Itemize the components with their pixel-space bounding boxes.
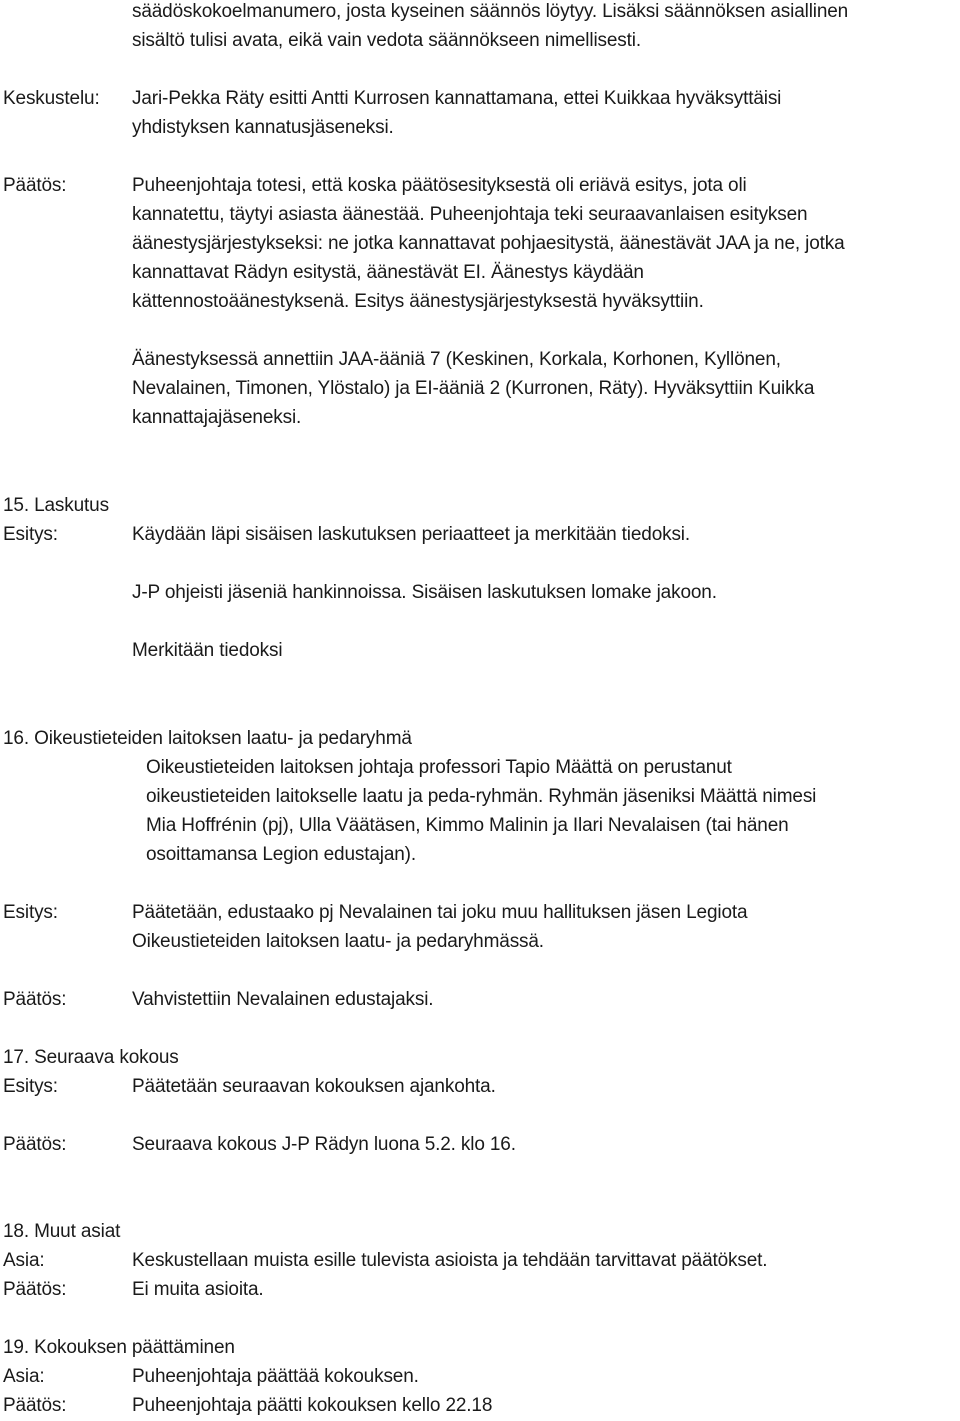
- section-16-decision: Vahvistettiin Nevalainen edustajaksi.: [132, 989, 434, 1010]
- section-18-matter: Keskustellaan muista esille tulevista asioista ja tehdään tarvittavat päätökset.: [132, 1250, 768, 1271]
- section-18-decision: Ei muita asioita.: [132, 1279, 264, 1300]
- section-15-note: J-P ohjeisti jäseniä hankinnoissa. Sisäisen laskutuksen lomake jakoon.: [132, 582, 717, 603]
- section-18-matter-label: Asia:: [3, 1250, 45, 1271]
- decision-line-1: Puheenjohtaja totesi, että koska päätösesityksestä oli eriävä esitys, jota oli: [132, 175, 747, 196]
- decision-line-5: kättennostoäänestyksenä. Esitys äänestysjärjestyksestä hyväksyttiin.: [132, 291, 704, 312]
- section-19-matter-label: Asia:: [3, 1366, 45, 1387]
- section-17-decision: Seuraava kokous J-P Rädyn luona 5.2. klo 16.: [132, 1134, 516, 1155]
- section-15-proposal: Käydään läpi sisäisen laskutuksen periaatteet ja merkitään tiedoksi.: [132, 524, 691, 545]
- section-19-decision: Puheenjohtaja päätti kokouksen kello 22.18: [132, 1395, 493, 1416]
- section-15-decision: Merkitään tiedoksi: [132, 640, 283, 661]
- section-18-heading: 18. Muut asiat: [3, 1221, 121, 1242]
- section-16-decision-label: Päätös:: [3, 989, 67, 1010]
- vote-line-2: Nevalainen, Timonen, Ylöstalo) ja EI-ääniä 2 (Kurronen, Räty). Hyväksyttiin Kuikka: [132, 378, 815, 399]
- vote-line-1: Äänestyksessä annettiin JAA-ääniä 7 (Keskinen, Korkala, Korhonen, Kyllönen,: [132, 349, 781, 370]
- section-16-intro-line-1: Oikeustieteiden laitoksen johtaja professori Tapio Määttä on perustanut: [146, 757, 732, 778]
- section-16-intro-line-4: osoittamansa Legion edustajan).: [146, 844, 416, 865]
- decision-label: Päätös:: [3, 175, 67, 196]
- section-16-proposal-line-2: Oikeustieteiden laitoksen laatu- ja pedaryhmässä.: [132, 931, 544, 952]
- section-16-intro-line-2: oikeustieteiden laitokselle laatu ja peda-ryhmän. Ryhmän jäseniksi Määttä nimesi: [146, 786, 817, 807]
- discussion-line-2: yhdistyksen kannatusjäseneksi.: [132, 117, 394, 138]
- section-15-proposal-label: Esitys:: [3, 524, 58, 545]
- section-17-heading: 17. Seuraava kokous: [3, 1047, 179, 1068]
- section-17-proposal: Päätetään seuraavan kokouksen ajankohta.: [132, 1076, 496, 1097]
- section-18-decision-label: Päätös:: [3, 1279, 67, 1300]
- section-15-heading: 15. Laskutus: [3, 495, 109, 516]
- section-17-proposal-label: Esitys:: [3, 1076, 58, 1097]
- decision-line-2: kannatettu, täytyi asiasta äänestää. Puheenjohtaja teki seuraavanlaisen esityksen: [132, 204, 808, 225]
- intro-line-1: säädöskokoelmanumero, josta kyseinen säännös löytyy. Lisäksi säännöksen asiallinen: [132, 1, 849, 22]
- section-16-intro-line-3: Mia Hoffrénin (pj), Ulla Väätäsen, Kimmo Malinin ja Ilari Nevalaisen (tai hänen: [146, 815, 789, 836]
- vote-line-3: kannattajajäseneksi.: [132, 407, 302, 428]
- discussion-line-1: Jari-Pekka Räty esitti Antti Kurrosen kannattamana, ettei Kuikkaa hyväksyttäisi: [132, 88, 782, 109]
- section-16-proposal-line-1: Päätetään, edustaako pj Nevalainen tai joku muu hallituksen jäsen Legiota: [132, 902, 748, 923]
- decision-line-4: kannattavat Rädyn esitystä, äänestävät EI. Äänestys käydään: [132, 262, 644, 283]
- section-16-proposal-label: Esitys:: [3, 902, 58, 923]
- section-17-decision-label: Päätös:: [3, 1134, 67, 1155]
- section-16-heading: 16. Oikeustieteiden laitoksen laatu- ja pedaryhmä: [3, 728, 412, 749]
- intro-line-2: sisältö tulisi avata, eikä vain vedota säännökseen nimellisesti.: [132, 30, 641, 51]
- section-19-decision-label: Päätös:: [3, 1395, 67, 1416]
- decision-line-3: äänestysjärjestykseksi: ne jotka kannattavat pohjaesitystä, äänestävät JAA ja ne, jotka: [132, 233, 845, 254]
- discussion-label: Keskustelu:: [3, 88, 100, 109]
- section-19-heading: 19. Kokouksen päättäminen: [3, 1337, 235, 1358]
- section-19-matter: Puheenjohtaja päättää kokouksen.: [132, 1366, 419, 1387]
